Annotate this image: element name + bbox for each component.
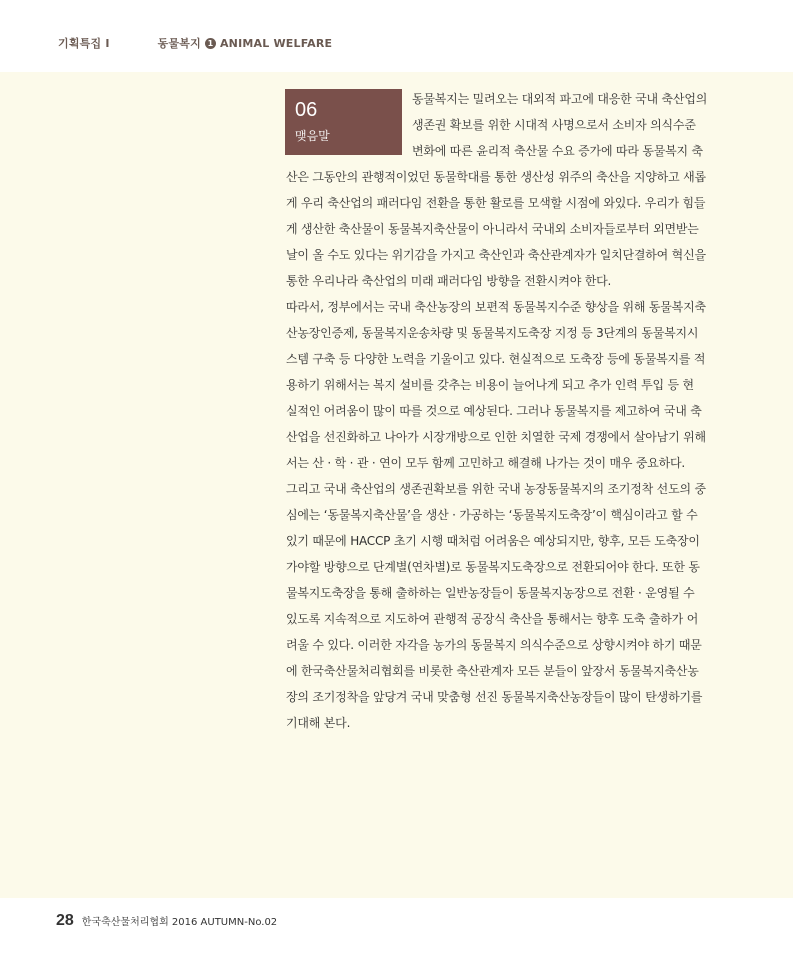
page-footer — [56, 912, 277, 930]
body-line: 산은 그동안의 관행적이었던 동물학대를 통한 생산성 위주의 축산을 지양하고 새롭 — [286, 170, 706, 184]
body-line: 물복지도축장을 통해 출하하는 일반농장들이 동물복지농장으로 전환 · 운영될 수 — [286, 586, 695, 600]
body-line: 장의 조기정착을 앞당겨 국내 맞춤형 선진 동물복지축산농장들이 많이 탄생하기를 — [286, 690, 703, 704]
body-line: 산업을 선진화하고 나아가 시장개방으로 인한 치열한 국제 경쟁에서 살아남기 위해 — [286, 430, 706, 444]
header-topic: 동물복지 — [157, 37, 201, 50]
page-number: 28 — [56, 912, 74, 929]
body-line: 게 생산한 축산물이 동물복지축산물이 아니라서 국내외 소비자들로부터 외면받는 — [286, 222, 699, 236]
body-line: 려울 수 있다. 이러한 자각을 농가의 동물복지 의식수준으로 상향시켜야 하기 때문 — [286, 638, 702, 652]
body-line: 있도록 지속적으로 지도하여 관행적 공장식 축산을 통해서는 향후 도축 출하가 어 — [286, 612, 699, 626]
running-header — [58, 35, 332, 51]
publication-info: 한국축산물처리협회 2016 AUTUMN-No.02 — [81, 917, 278, 928]
body-line: 산농장인증제, 동물복지운송차량 및 동물복지도축장 지정 등 3단계의 동물복지시 — [286, 326, 699, 340]
body-line: 기대해 본다. — [286, 716, 351, 730]
body-line: 실적인 어려움이 많이 따를 것으로 예상된다. 그러나 동물복지를 제고하여 국내 축 — [286, 404, 702, 418]
body-line: 있기 때문에 HACCP 초기 시행 때처럼 어려움은 예상되지만, 향후, 모든 도축장이 — [286, 534, 700, 548]
body-line: 생존권 확보를 위한 시대적 사명으로서 소비자 의식수준 — [412, 118, 696, 132]
body-line: 통한 우리나라 축산업의 미래 패러다임 방향을 전환시켜야 한다. — [286, 274, 612, 288]
body-line: 가야할 방향으로 단계별(연차별)로 동물복지도축장으로 전환되어야 한다. 또한 동 — [286, 560, 700, 574]
section-title: 맺음말 — [295, 129, 330, 143]
section-heading-box — [285, 89, 402, 155]
body-line: 서는 산 · 학 · 관 · 연이 모두 함께 고민하고 해결해 나가는 것이 매우 중요하다. — [286, 456, 686, 470]
section-number: 06 — [295, 99, 318, 121]
body-line: 그리고 국내 축산업의 생존권확보를 위한 국내 농장동물복지의 조기정착 선도의 중 — [286, 482, 706, 496]
body-line: 게 우리 축산업의 패러다임 전환을 통한 활로를 모색할 시점에 와있다. 우리가 힘들 — [286, 196, 706, 210]
body-line: 에 한국축산물처리협회를 비롯한 축산관계자 모든 분들이 앞장서 동물복지축산농 — [286, 664, 699, 678]
body-line: 용하기 위해서는 복지 설비를 갖추는 비용이 늘어나게 되고 추가 인력 투입 등 현 — [286, 378, 694, 392]
header-category: 기획특집 I — [58, 37, 110, 50]
body-line: 날이 올 수도 있다는 위기감을 가지고 축산인과 축산관계자가 일치단결하여 혁신을 — [286, 248, 706, 262]
numbered-circle-icon: 1 — [205, 38, 216, 49]
header-english: ANIMAL WELFARE — [219, 36, 333, 50]
body-line: 스템 구축 등 다양한 노력을 기울이고 있다. 현실적으로 도축장 등에 동물복지를 적 — [286, 352, 706, 366]
body-line: 심에는 ‘동물복지축산물’을 생산 · 가공하는 ‘동물복지도축장’이 핵심이라고 할 수 — [286, 508, 698, 522]
body-line: 변화에 따른 윤리적 축산물 수요 증가에 따라 동물복지 축 — [412, 144, 703, 158]
body-line: 동물복지는 밀려오는 대외적 파고에 대응한 국내 축산업의 — [412, 92, 708, 106]
body-line: 따라서, 정부에서는 국내 축산농장의 보편적 동물복지수준 향상을 위해 동물복지축 — [286, 300, 706, 314]
